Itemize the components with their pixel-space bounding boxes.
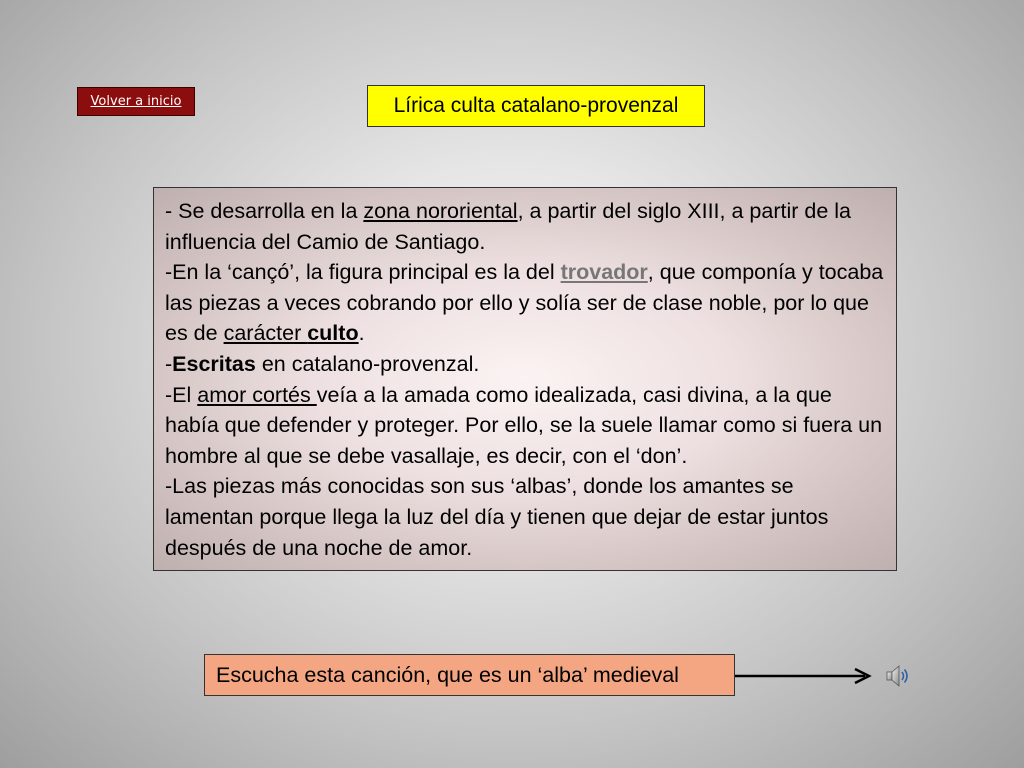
text: - Se desarrolla en la [165,199,364,223]
text: veía a la amada como idealizada, casi divina, a la que había que defender y proteger. Por ello, se la suele llamar como si fuera un hombre al que se debe vasallaje, es decir, con el ‘don’. [165,382,883,468]
zona-nororiental-text: zona nororiental [363,199,518,223]
listen-caption: Escucha esta canción, que es un ‘alba’ medieval [204,654,735,696]
home-button-label[interactable]: Volver a inicio [90,94,182,109]
text: -En la ‘cançó’, la figura principal es la del [165,260,561,285]
text: - [165,351,173,376]
caracter-text: carácter [223,321,308,346]
text: -Las piezas más conocidas son sus ‘albas’, donde los amantes se lamentan porque llega la luz del día y tienen que dejar de estar juntos después de una noche de amor. [165,474,829,560]
trovador-link[interactable]: trovador [560,260,648,285]
arrow-right-icon [735,666,875,686]
text: , que componía y tocaba las piezas a veces cobrando por ello y solía ser de clase noble, por lo que es de [165,260,884,346]
speaker-icon[interactable] [884,662,912,690]
culto-text: culto [307,321,359,346]
home-button[interactable] [77,87,195,116]
paragraph-canco [165,257,884,349]
escritas-text: Escritas [172,351,256,376]
text: en catalano-provenzal. [255,351,480,376]
paragraph-amor-cortes [165,380,884,472]
text: , a partir del siglo XIII, a partir de la influencia del Camio de Santiago. [165,199,851,254]
paragraph-language [165,349,884,380]
text: -El [165,382,198,407]
slide-title: Lírica culta catalano-provenzal [367,85,705,127]
paragraph-albas [165,471,884,563]
content-box [153,187,897,571]
text: . [358,321,365,346]
amor-cortes-text: amor cortés [197,382,317,407]
paragraph-region [165,196,884,257]
